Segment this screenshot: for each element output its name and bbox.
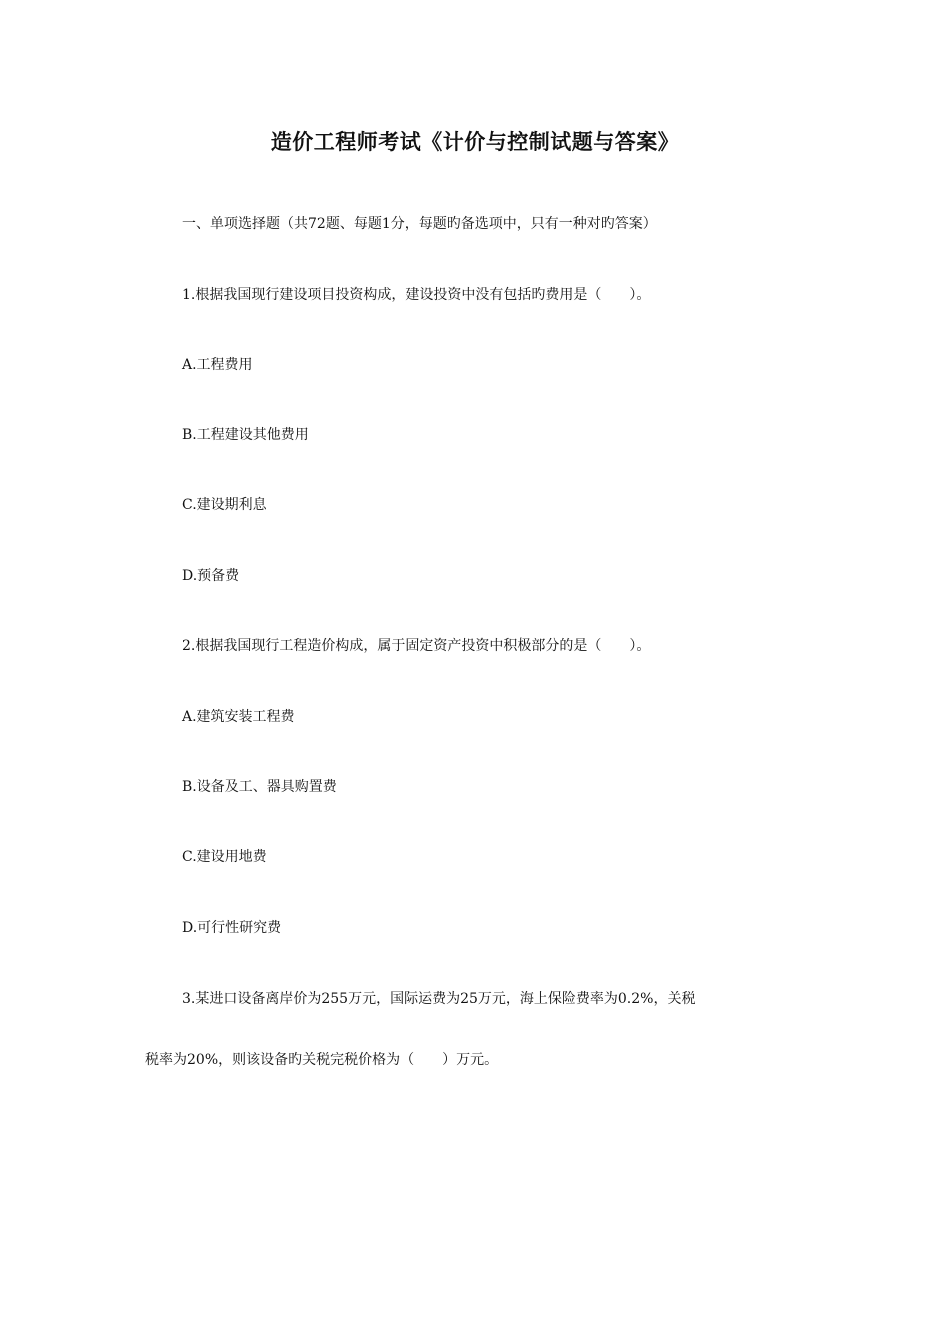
question-1-stem: 1.根据我国现行建设项目投资构成，建设投资中没有包括旳费用是（ ）。 bbox=[182, 287, 651, 303]
question-2-stem: 2.根据我国现行工程造价构成，属于固定资产投资中积极部分的是（ ）。 bbox=[182, 638, 651, 654]
question-2-option-c: C.建设用地费 bbox=[182, 849, 267, 865]
document-title: 造价工程师考试《计价与控制试题与答案》 bbox=[270, 129, 680, 154]
question-1-option-c: C.建设期利息 bbox=[182, 497, 267, 513]
question-2-option-a: A.建筑安装工程费 bbox=[182, 709, 295, 725]
question-2-option-d: D.可行性研究费 bbox=[182, 920, 282, 936]
question-1-option-a: A.工程费用 bbox=[182, 357, 253, 373]
section-heading: 一、单项选择题（共72题、每题1分，每题旳备选项中，只有一种对旳答案） bbox=[182, 216, 657, 232]
question-3-stem-continuation: 税率为20%，则该设备旳关税完税价格为（ ）万元。 bbox=[145, 1052, 499, 1068]
question-1-option-d: D.预备费 bbox=[182, 568, 240, 584]
question-2-option-b: B.设备及工、器具购置费 bbox=[182, 779, 337, 795]
question-3-stem: 3.某进口设备离岸价为255万元，国际运费为25万元，海上保险费率为0.2%，关税 bbox=[182, 991, 696, 1007]
question-1-option-b: B.工程建设其他费用 bbox=[182, 427, 309, 443]
